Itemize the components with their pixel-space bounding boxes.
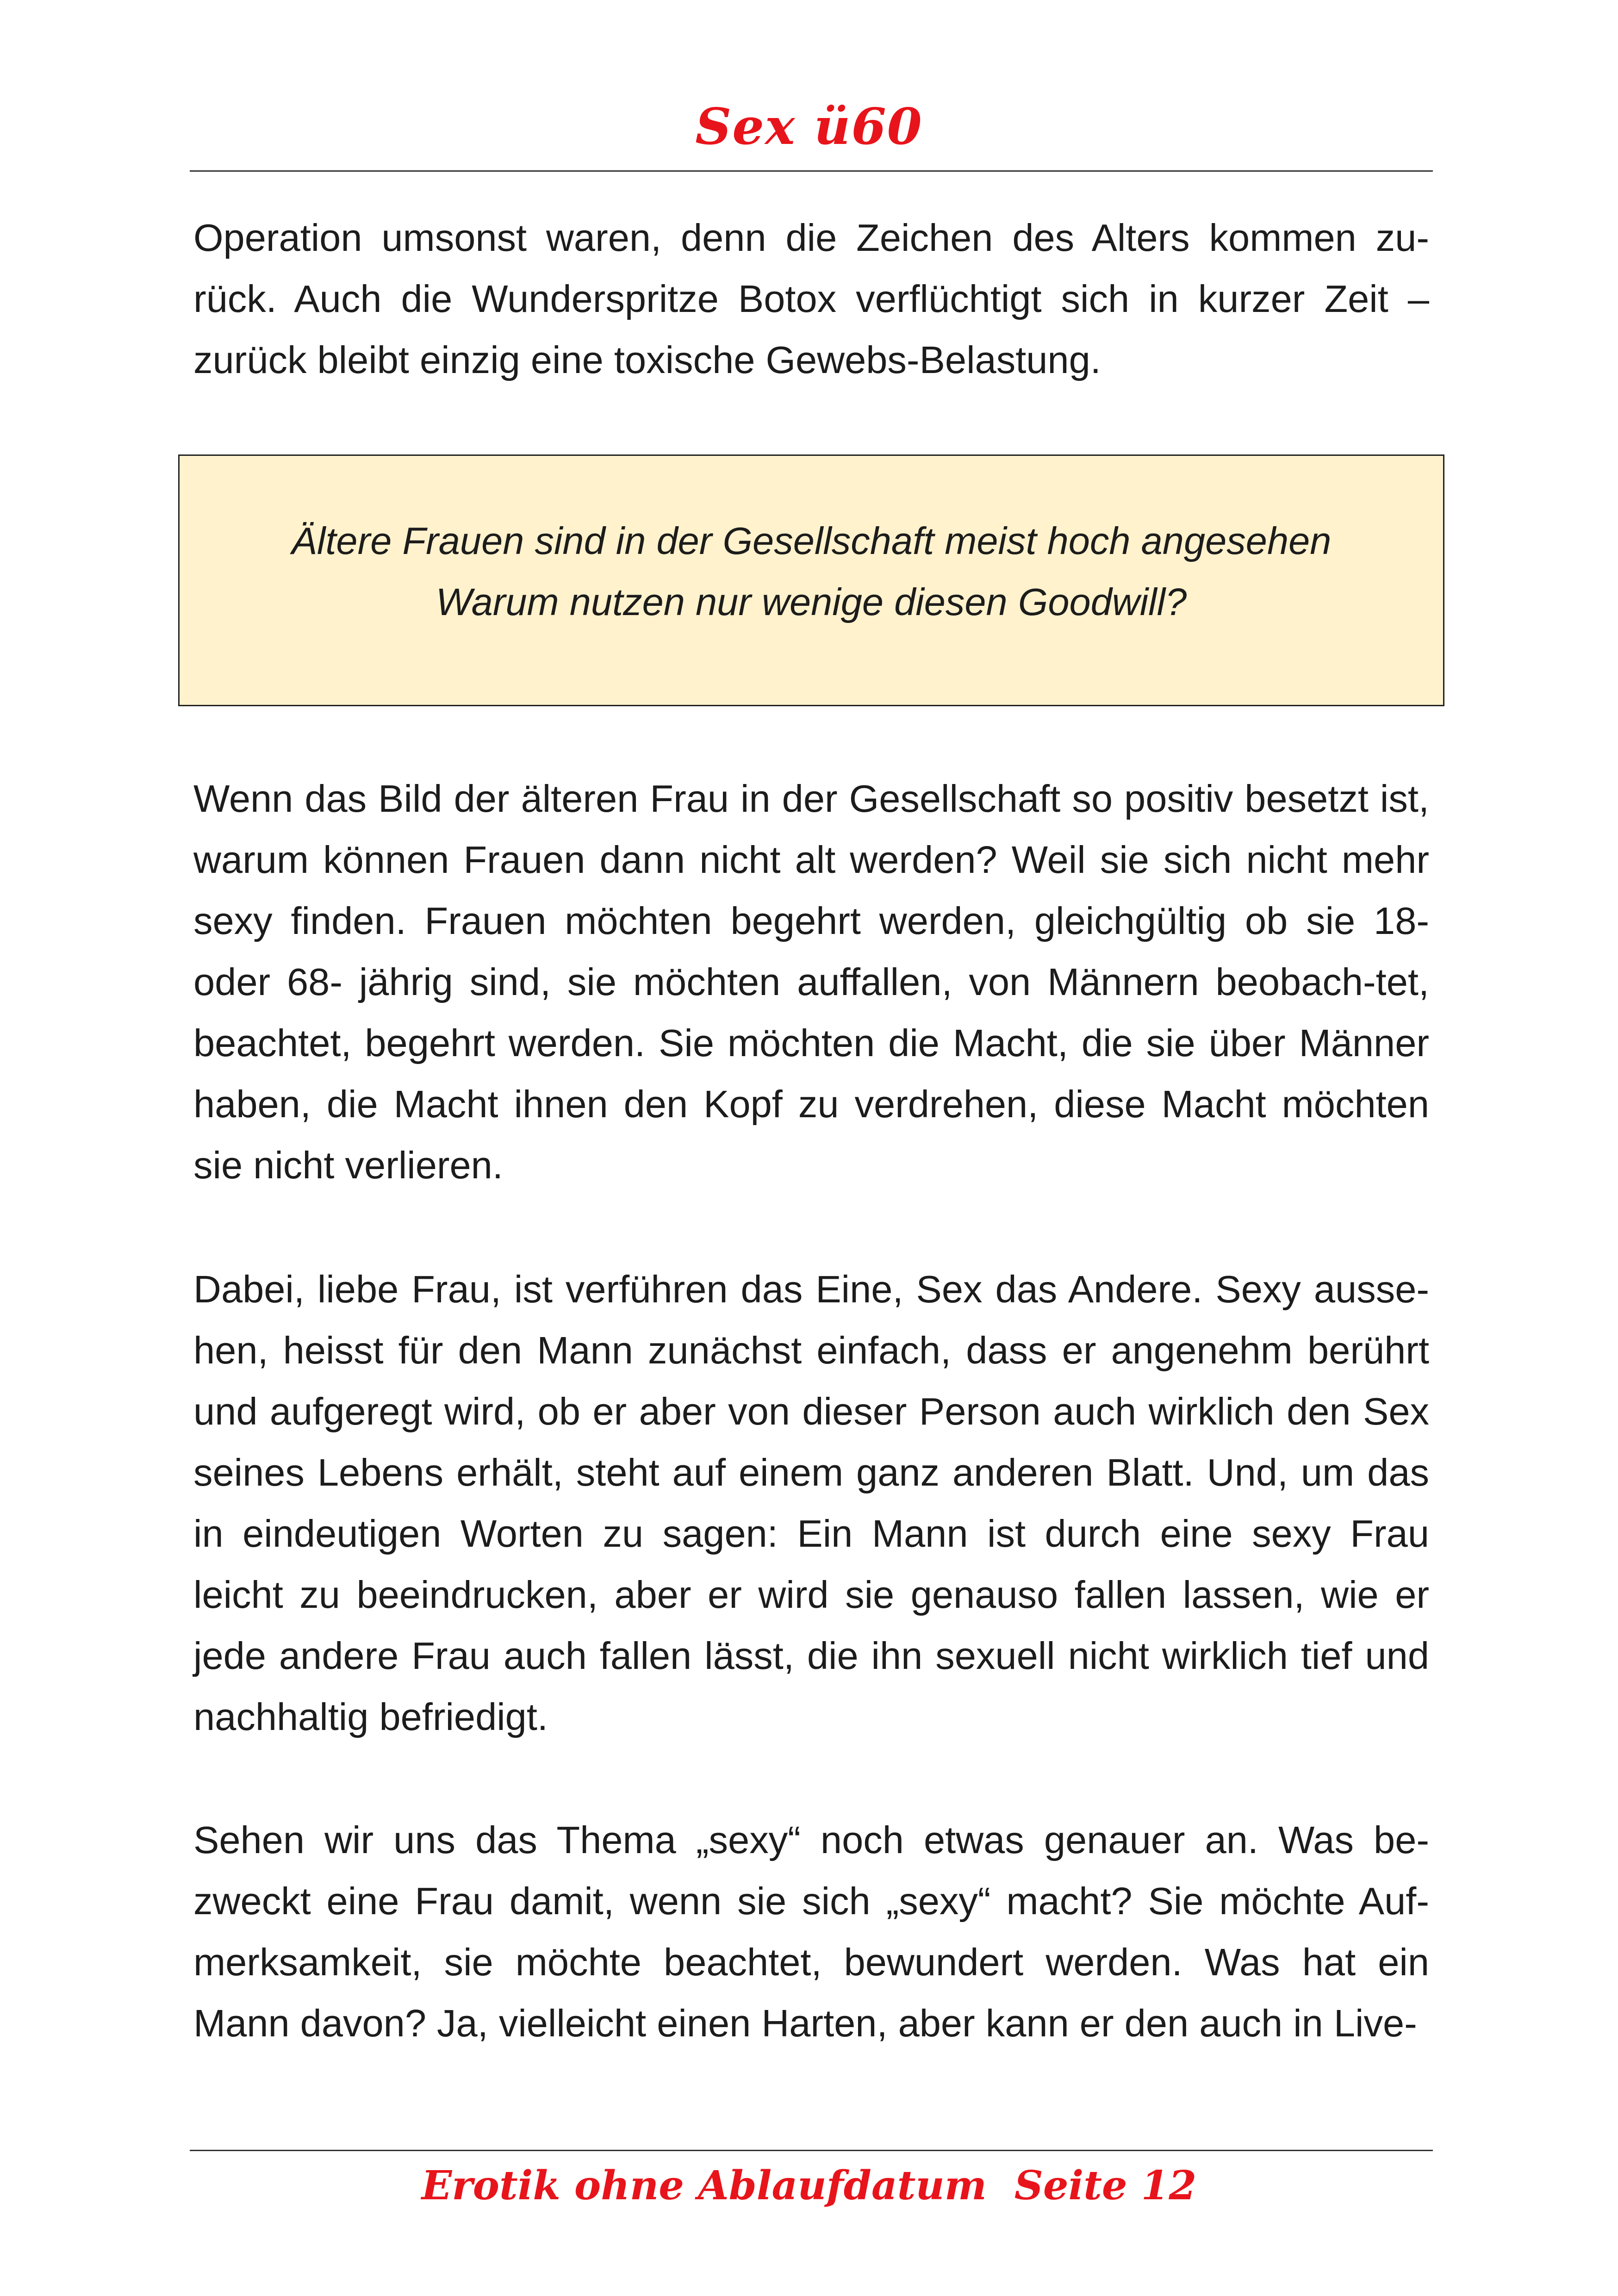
paragraph-2: Wenn das Bild der älteren Frau in der Gesellschaft so positiv besetzt ist, warum können Frauen dann nicht alt werden? Weil sie sich nicht mehr sexy finden. Frauen möchten begehrt werden, gleichgültig ob sie 18- oder 68- jährig sind, sie möchten auffallen, von Männern beobach-tet, beachtet, begehrt werden. Sie möchten die Macht, die sie über Männer haben, die Macht ihnen den Kopf zu verdrehen, diese Macht möchten sie nicht verlieren. (193, 777, 1429, 1187)
callout-line-1: Ältere Frauen sind in der Gesellschaft meist hoch angesehen (291, 519, 1332, 562)
callout-line-2: Warum nutzen nur wenige diesen Goodwill? (436, 580, 1187, 623)
header-divider (190, 170, 1433, 172)
running-header-title: Sex ü60 (695, 98, 923, 156)
footer-divider (190, 2150, 1433, 2151)
paragraph-1: Operation umsonst waren, denn die Zeichen des Alters kommen zu-rück. Auch die Wunderspritze Botox verflüchtigt sich in kurzer Zeit – zurück bleibt einzig eine toxische Gewebs-Belastung. (193, 216, 1429, 381)
running-footer-page-number: Erotik ohne Ablaufdatum Seite 12 (421, 2162, 1197, 2209)
paragraph-3: Dabei, liebe Frau, ist verführen das Eine, Sex das Andere. Sexy ausse-hen, heisst für den Mann zunächst einfach, dass er angenehm berührt und aufgeregt wird, ob er aber von dieser Person auch wirklich den Sex seines Lebens erhält, steht auf einem ganz anderen Blatt. Und, um das in eindeutigen Worten zu sagen: Ein Mann ist durch eine sexy Frau leicht zu beeindrucken, aber er wird sie genauso fallen lassen, wie er jede andere Frau auch fallen lässt, die ihn sexuell nicht wirklich tief und nachhaltig befriedigt. (193, 1268, 1429, 1738)
paragraph-4: Sehen wir uns das Thema „sexy“ noch etwas genauer an. Was be-zweckt eine Frau damit, wenn sie sich „sexy“ macht? Sie möchte Auf-merksamkeit, sie möchte beachtet, bewundert werden. Was hat ein Mann davon? Ja, vielleicht einen Harten, aber kann er den auch in Live- (193, 1818, 1429, 2045)
highlight-callout-box (178, 454, 1444, 706)
